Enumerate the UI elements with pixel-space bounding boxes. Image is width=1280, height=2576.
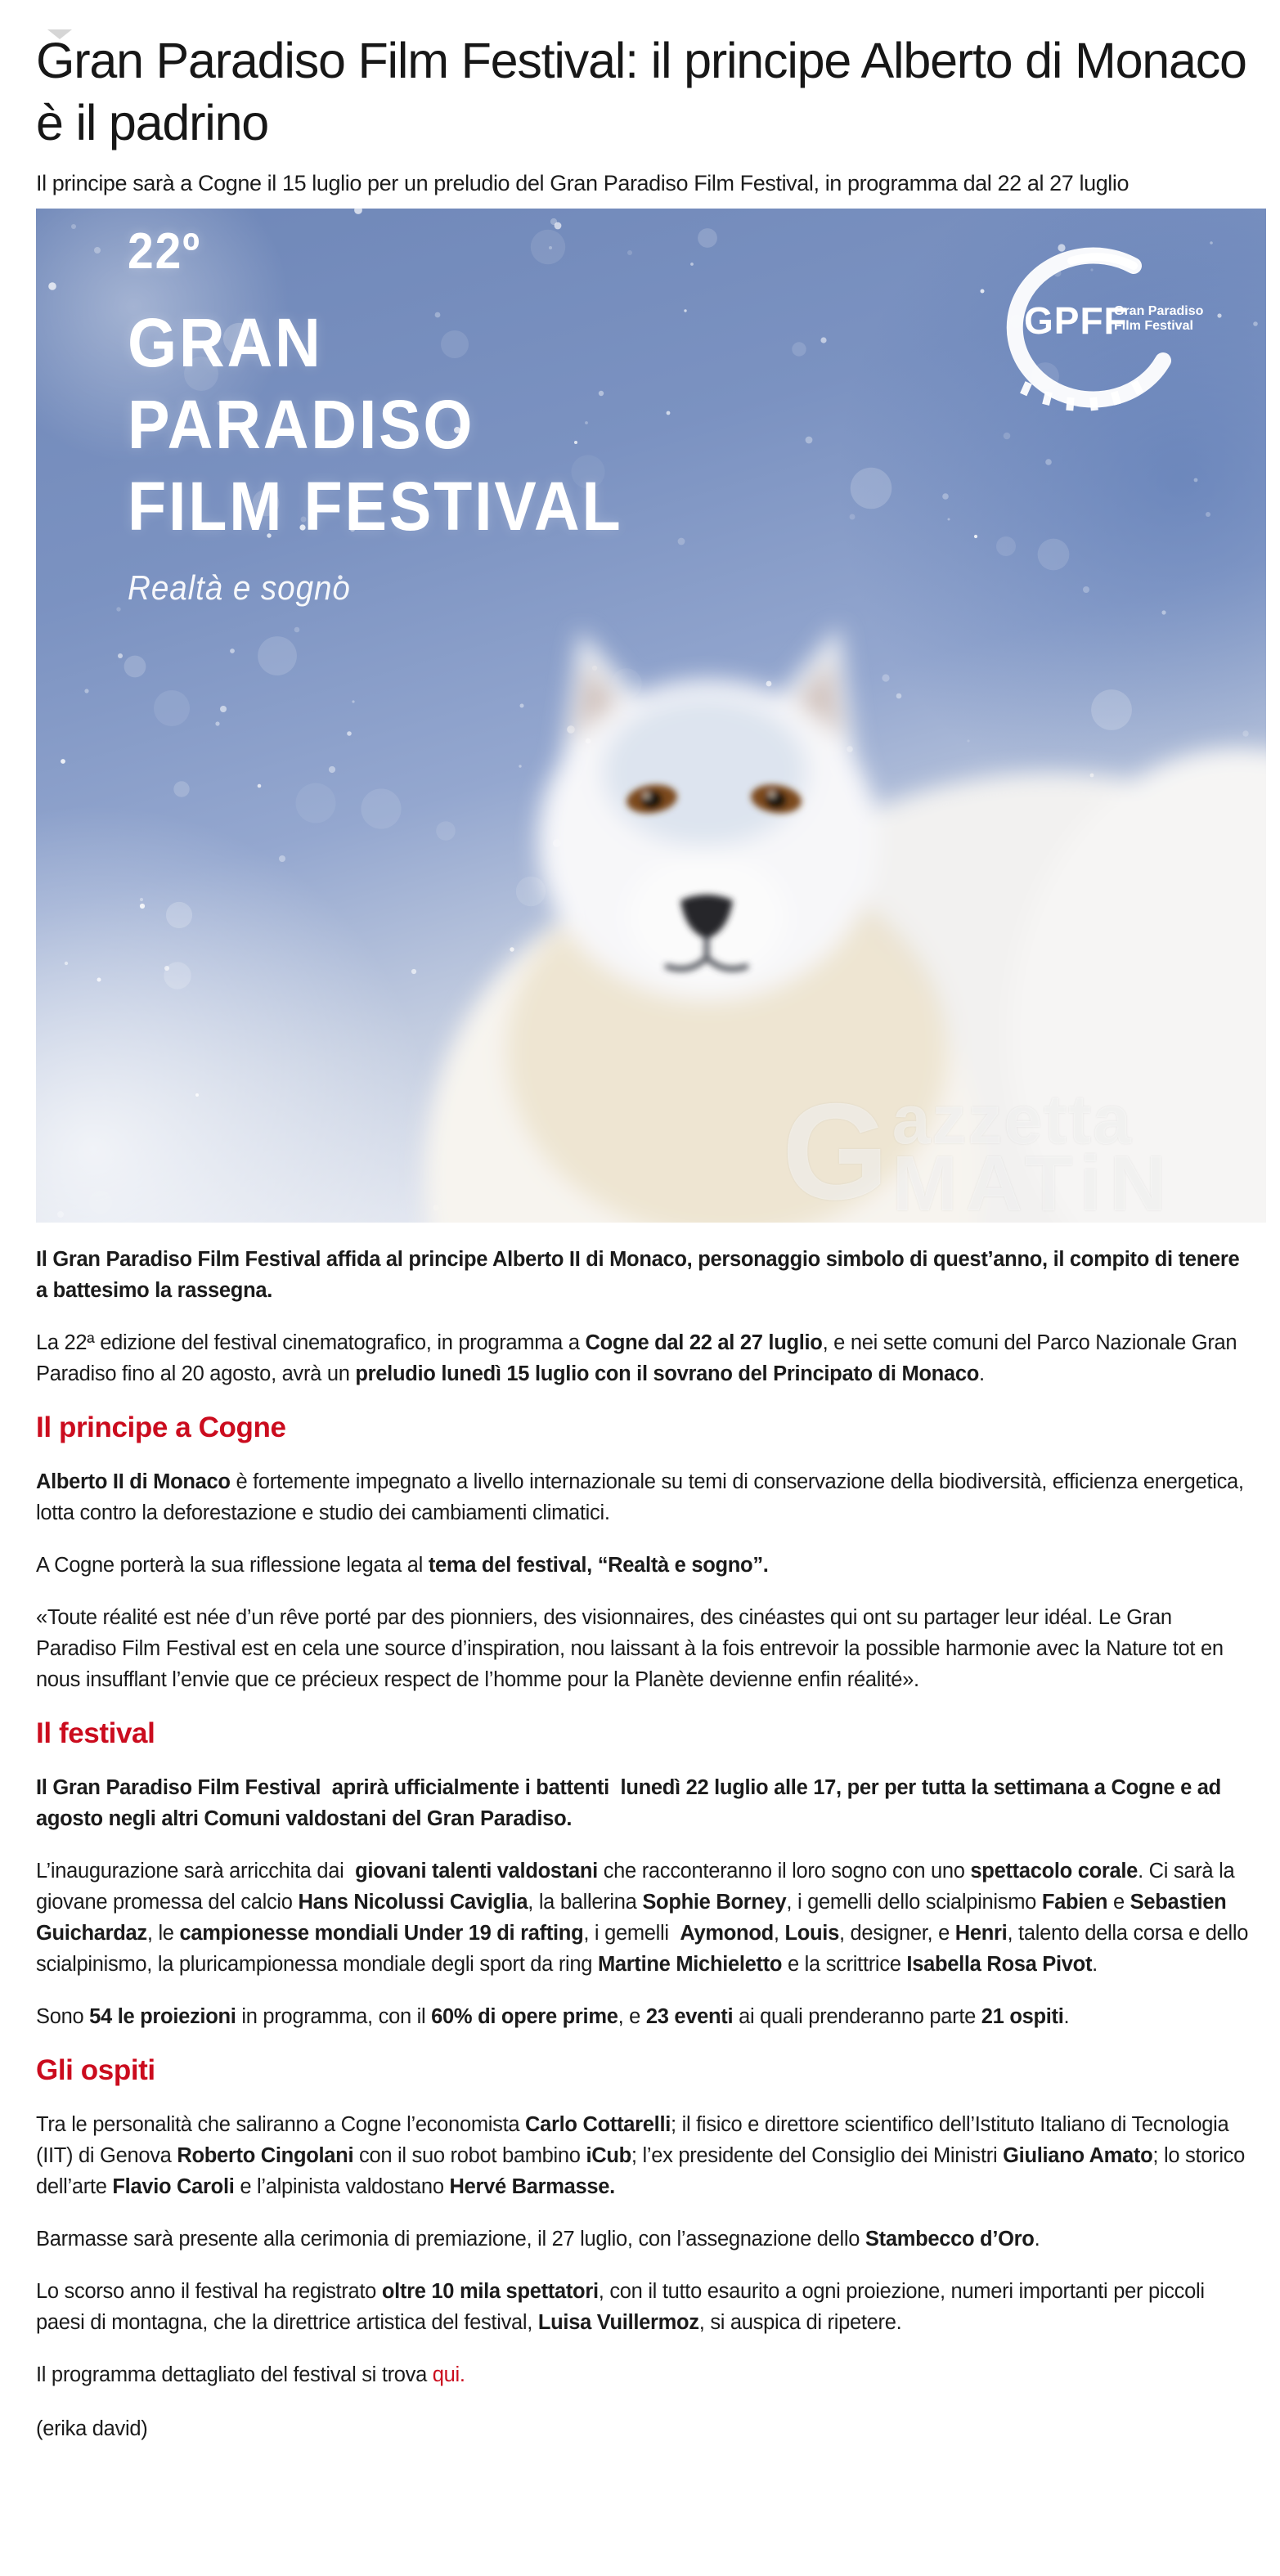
article-paragraph xyxy=(36,1550,1253,1581)
bold-text: Martine Michieletto xyxy=(597,1952,783,1976)
text: e xyxy=(1107,1890,1130,1914)
article-paragraph xyxy=(36,1327,1253,1389)
article xyxy=(0,29,1280,2444)
text: , si auspica di ripetere. xyxy=(698,2310,902,2334)
bold-text: Louis xyxy=(784,1921,839,1945)
gazzetta-matin-watermark xyxy=(782,1074,1174,1223)
gpff-logo xyxy=(973,236,1204,429)
bold-text: Alberto II di Monaco xyxy=(36,1470,231,1493)
bold-text: Stambecco d’Oro xyxy=(865,2227,1035,2251)
article-paragraph xyxy=(36,1772,1253,1834)
bold-text: 60% di opere prime xyxy=(431,2004,618,2028)
poster-title-line-1: GRAN xyxy=(128,303,323,381)
bold-text: Fabien xyxy=(1041,1890,1108,1914)
bold-text: preludio lunedì 15 luglio con il sovrano del Principato di Monaco xyxy=(355,1362,979,1385)
text: che racconteranno il loro sogno con uno xyxy=(597,1859,971,1883)
article-paragraph xyxy=(36,2224,1253,2255)
text: A Cogne porterà la sua riflessione legata al xyxy=(36,1553,429,1577)
article-paragraph xyxy=(36,2359,1253,2390)
text: , e nei sette comuni del Parco Nazionale Gran Paradiso fino al 20 agosto, avrà un xyxy=(36,1331,1243,1385)
text: , i gemelli xyxy=(583,1921,680,1945)
text: L’inaugurazione sarà arricchita dai xyxy=(36,1859,356,1883)
article-paragraph xyxy=(36,1602,1253,1695)
text: ; l’ex presidente del Consiglio dei Ministri xyxy=(631,2143,1004,2167)
poster-title-line-3: FILM FESTIVAL xyxy=(128,467,623,545)
bold-text: Isabella Rosa Pivot xyxy=(906,1952,1093,1976)
bold-text: Il Gran Paradiso Film Festival aprirà ufficialmente i battenti lunedì 22 luglio alle 17, per per tutta la settimana a Cogne e ad agosto negli altri Comuni valdostani del Gran Paradiso. xyxy=(36,1775,1227,1830)
section-heading: Il festival xyxy=(36,1717,155,1749)
bold-text: Roberto Cingolani xyxy=(177,2143,354,2167)
text: ai quali prenderanno parte xyxy=(733,2004,981,2028)
article-paragraph xyxy=(36,2276,1253,2338)
text: con il suo robot bambino xyxy=(353,2143,586,2167)
bold-text: Aymonod xyxy=(680,1921,774,1945)
bold-text: Sebastien Guichardaz xyxy=(36,1890,1233,1945)
gpff-logo-name xyxy=(1114,304,1203,334)
article-paragraph xyxy=(36,1244,1253,1306)
bold-text: tema del festival, “Realtà e sogno”. xyxy=(428,1553,769,1577)
bold-text: 21 ospiti xyxy=(981,2004,1064,2028)
article-paragraph xyxy=(36,2109,1253,2202)
poster-edition: 22º xyxy=(128,222,201,280)
text: , e xyxy=(618,2004,646,2028)
text: Barmasse sarà presente alla cerimonia di premiazione, il 27 luglio, con l’assegnazione dello xyxy=(36,2227,865,2251)
text: ; lo storico dell’arte xyxy=(36,2143,1251,2198)
text: Tra le personalità che saliranno a Cogne l’economista xyxy=(36,2112,526,2136)
watermark-line2: MATiN xyxy=(892,1139,1174,1223)
poster-tagline: Realtà e sogno xyxy=(128,568,351,607)
article-paragraph xyxy=(36,1856,1253,1980)
text: . xyxy=(1034,2227,1040,2251)
article-paragraph xyxy=(36,2001,1253,2032)
text: , la ballerina xyxy=(528,1890,643,1914)
bold-text: oltre 10 mila spettatori xyxy=(381,2279,599,2303)
bold-text: iCub xyxy=(586,2143,631,2167)
poster-title-line-2: PARADISO xyxy=(128,385,475,463)
bold-text: Carlo Cottarelli xyxy=(525,2112,671,2136)
bold-text: Il Gran Paradiso Film Festival affida al principe Alberto II di Monaco, personaggio simbolo di quest’anno, il compito di tenere a battesimo la rassegna. xyxy=(36,1247,1246,1302)
program-link[interactable]: qui. xyxy=(432,2363,465,2386)
text: , i gemelli dello scialpinismo xyxy=(786,1890,1042,1914)
page-title: Gran Paradiso Film Festival: il principe Alberto di Monaco è il padrino xyxy=(36,33,1246,151)
section-heading: Il principe a Cogne xyxy=(36,1411,286,1443)
text: , le xyxy=(146,1921,180,1945)
watermark-line1: azzetta xyxy=(892,1080,1133,1158)
text: . xyxy=(1092,1952,1098,1976)
author-byline: (erika david) xyxy=(36,2417,148,2440)
bold-text: giovani talenti valdostani xyxy=(355,1859,598,1883)
text: ; il fisico e direttore scientifico dell’Istituto Italiano di Tecnologia (IIT) di Genova xyxy=(36,2112,1235,2167)
text: e la scrittrice xyxy=(782,1952,907,1976)
text: , talento della corsa e dello scialpinismo, la pluricampionessa mondiale degli sport da ring xyxy=(36,1921,1254,1976)
text: . xyxy=(1063,2004,1070,2028)
article-body xyxy=(36,1244,1253,2444)
poster-text xyxy=(128,222,623,608)
text: e l’alpinista valdostano xyxy=(234,2174,450,2198)
text: in programma, con il xyxy=(236,2004,432,2028)
text: , con il tutto esaurito a ogni proiezione, numeri importanti per piccoli paesi di montagna, che la direttrice artistica del festival, xyxy=(36,2279,1210,2334)
text: , xyxy=(773,1921,785,1945)
bold-text: Sophie Borney xyxy=(642,1890,787,1914)
text: Lo scorso anno il festival ha registrato xyxy=(36,2279,382,2303)
festival-poster-image xyxy=(36,209,1266,1223)
bold-text: spettacolo corale xyxy=(970,1859,1139,1883)
text: . Ci sarà la giovane promessa del calcio xyxy=(36,1859,1241,1914)
bold-text: Hervé Barmasse. xyxy=(449,2174,615,2198)
bold-text: campionesse mondiali Under 19 di rafting xyxy=(179,1921,584,1945)
bold-text: 23 eventi xyxy=(645,2004,734,2028)
watermark-initial: G xyxy=(782,1074,889,1223)
section-heading: Gli ospiti xyxy=(36,2053,155,2086)
gpff-logo-abbr: GPFF xyxy=(1024,298,1128,342)
gpff-logo-name-line2: Film Festival xyxy=(1114,318,1193,333)
text: La 22ª edizione del festival cinematografico, in programma a xyxy=(36,1331,586,1354)
bold-text: Cogne dal 22 al 27 luglio xyxy=(585,1331,823,1354)
text: Sono xyxy=(36,2004,90,2028)
article-paragraph xyxy=(36,1466,1253,1528)
text: , designer, e xyxy=(838,1921,955,1945)
text: «Toute réalité est née d’un rêve porté par des pionniers, des visionnaires, des cinéastes qui ont su partager leur idéal. Le Gran Paradiso Film Festival est en cela une source d’inspiration, nou laissant à la fois entrevoir la possible harmonie avec la Nature tot en nous insufflant l’envie que ce précieux respect de l’homme pour la Planète devienne enfin réalité». xyxy=(36,1605,1229,1691)
bold-text: Henri xyxy=(954,1921,1008,1945)
text: Il programma dettagliato del festival si trova xyxy=(36,2363,433,2386)
gpff-logo-name-line1: Gran Paradiso xyxy=(1114,303,1204,318)
bold-text: Giuliano Amato xyxy=(1003,2143,1153,2167)
text: è fortemente impegnato a livello internazionale su temi di conservazione della biodiversità, efficienza energetica, lotta contro la deforestazione e studio dei cambiamenti climatici. xyxy=(36,1470,1250,1524)
bold-text: 54 le proiezioni xyxy=(89,2004,236,2028)
bold-text: Hans Nicolussi Caviglia xyxy=(298,1890,528,1914)
bold-text: Flavio Caroli xyxy=(112,2174,235,2198)
text: . xyxy=(978,1362,985,1385)
article-subtitle: Il principe sarà a Cogne il 15 luglio per un preludio del Gran Paradiso Film Festival, in programma dal 22 al 27 luglio xyxy=(36,170,1130,195)
bold-text: Luisa Vuillermoz xyxy=(537,2310,699,2334)
